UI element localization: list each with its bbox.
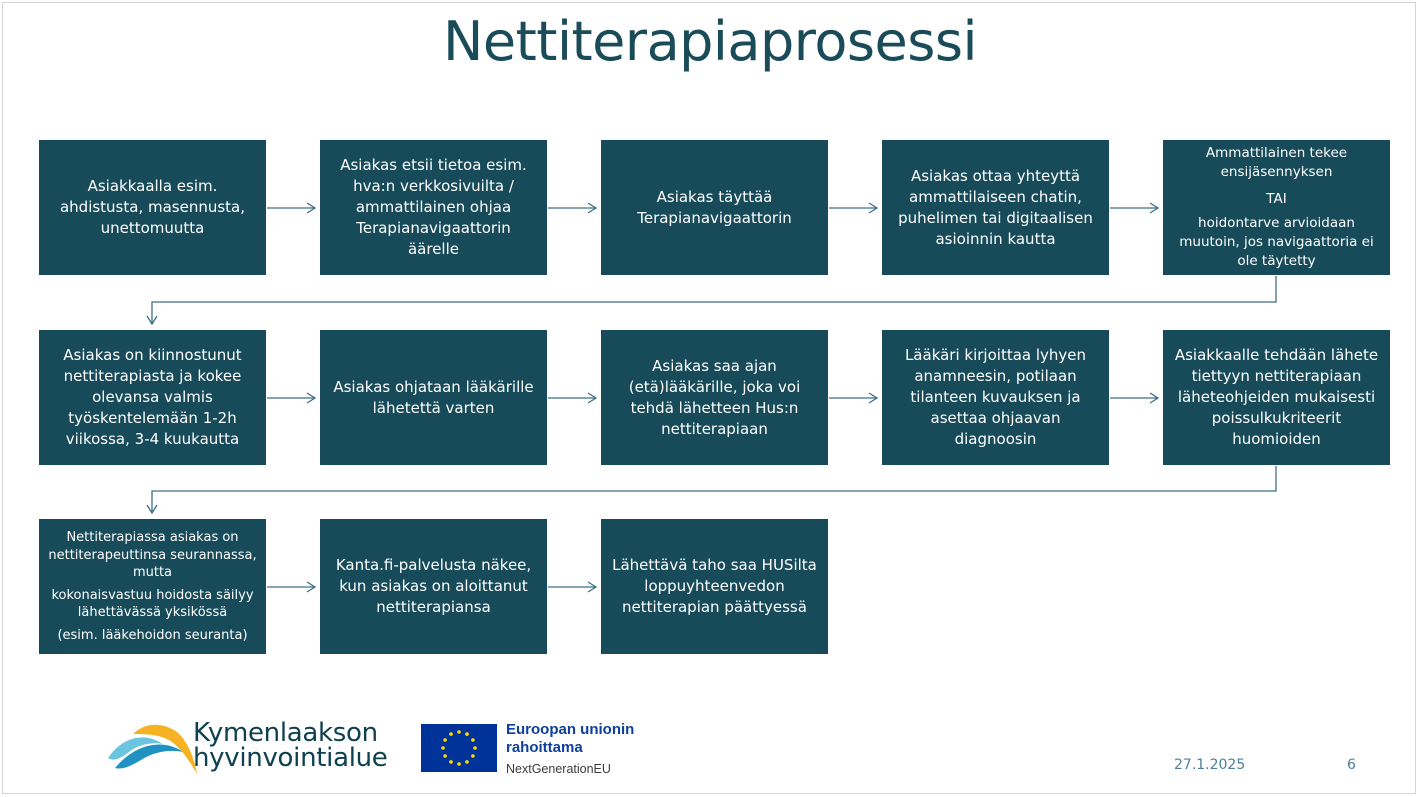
step-13-text: Lähettävä taho saa HUSilta loppuyhteenvedon nettiterapian päättyessä <box>612 556 817 616</box>
arrow-5-6 <box>147 276 1276 324</box>
step-5-text-1: Ammattilainen tekee ensijäsennyksen <box>1205 145 1348 180</box>
arrow-4-5 <box>1110 203 1158 213</box>
eu-flag-icon <box>421 724 497 772</box>
arrow-3-4 <box>829 203 877 213</box>
page-title: Nettiterapiaprosessi <box>443 10 977 73</box>
step-12-text: Kanta.fi-palvelusta näkee, kun asiakas on aloittanut nettiterapiansa <box>335 556 532 616</box>
slide-page-number: 6 <box>1347 757 1356 773</box>
arrow-10-11 <box>147 466 1276 513</box>
step-11-text-3: (esim. lääkehoidon seuranta) <box>57 627 248 643</box>
step-11-text-2: kokonaisvastuu hoidosta säilyy lähettävässä yksikössä <box>51 587 254 620</box>
eu-funding-text <box>506 721 634 778</box>
arrow-1-2 <box>267 203 315 213</box>
step-6-text: Asiakas on kiinnostunut nettiterapiasta ja kokee olevansa valmis työskentelemään 1-2h viikossa, 3-4 kuukautta <box>63 346 242 448</box>
org-logo-line-2: hyvinvointialue <box>193 743 388 773</box>
eu-funding-line-3: NextGenerationEU <box>506 762 611 776</box>
step-4-text: Asiakas ottaa yhteyttä ammattilaiseen chatin, puhelimen tai digitaalisen asioinnin kautta <box>898 166 1093 248</box>
arrow-12-13 <box>548 582 596 592</box>
step-3-text: Asiakas täyttää Terapianavigaattorin <box>637 187 792 227</box>
step-5-text-2: TAI <box>1266 191 1287 207</box>
step-9-text: Lääkäri kirjoittaa lyhyen anamneesin, potilaan tilanteen kuvauksen ja asettaa ohjaavan diagnoosin <box>904 346 1087 448</box>
arrow-9-10 <box>1110 393 1158 403</box>
org-logo-line-1: Kymenlaakson <box>193 718 378 748</box>
arrow-11-12 <box>267 582 315 592</box>
step-10-text: Asiakkaalle tehdään lähete tiettyyn nettiterapiaan läheteohjeiden mukaisesti poissulkukriteerit huomioiden <box>1174 346 1379 448</box>
arrow-7-8 <box>548 393 596 403</box>
arrow-8-9 <box>829 393 877 403</box>
step-2-text: Asiakas etsii tietoa esim. hva:n verkkosivuilta / ammattilainen ohjaa Terapianavigaattorin äärelle <box>340 156 527 258</box>
step-7-text: Asiakas ohjataan lääkärille lähetettä varten <box>333 377 534 417</box>
slide-date: 27.1.2025 <box>1174 757 1246 773</box>
arrow-6-7 <box>267 393 315 403</box>
organization-logo-text <box>193 718 388 773</box>
step-8-text: Asiakas saa ajan (etä)lääkärille, joka voi tehdä lähetteen Hus:n nettiterapiaan <box>628 356 801 438</box>
step-1-text: Asiakkaalla esim. ahdistusta, masennusta, unettomuutta <box>59 177 246 237</box>
eu-funding-line-2: rahoittama <box>506 739 583 756</box>
eu-funding-line-1: Euroopan unionin <box>506 721 635 738</box>
step-11-text-1: Nettiterapiassa asiakas on nettiterapeuttinsa seurannassa, mutta <box>48 530 257 580</box>
arrow-2-3 <box>548 203 596 213</box>
step-5-text-3: hoidontarve arvioidaan muutoin, jos navigaattoria ei ole täytetty <box>1179 215 1374 269</box>
